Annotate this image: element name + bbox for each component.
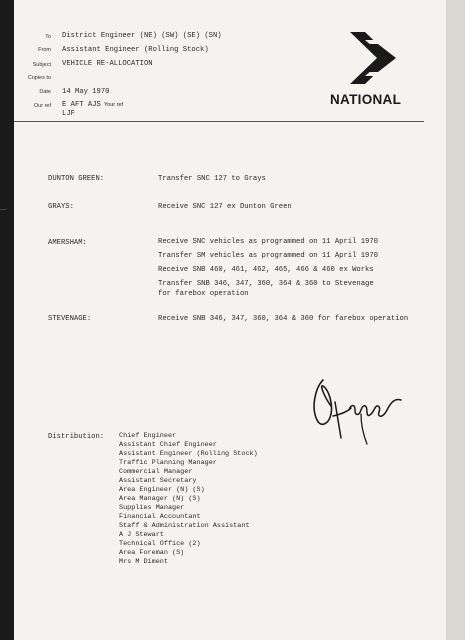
section-line: Receive SNB 460, 461, 462, 465, 466 & 460 ex Works <box>158 266 374 274</box>
distribution-item: Supplies Manager <box>119 504 185 512</box>
section-line: for farebox operation <box>158 290 249 298</box>
section-line: Transfer SNC 127 to Grays <box>158 175 266 183</box>
your-ref-label: Your ref <box>104 102 124 108</box>
distribution-item: Mrs M Diment <box>119 558 168 566</box>
header-divider <box>14 121 424 122</box>
date-value: 14 May 1970 <box>62 88 110 96</box>
distribution-item: A J Stewart <box>119 531 164 539</box>
distribution-label: Distribution: <box>48 433 105 441</box>
subject-label: Subject <box>32 62 51 68</box>
distribution-item: Financial Accountant <box>119 513 201 521</box>
section-line: Receive SNC 127 ex Dunton Green <box>158 203 292 211</box>
section-label-stevenage: STEVENAGE: <box>48 315 92 323</box>
page-edge <box>446 0 465 640</box>
distribution-item: Assistant Secretary <box>119 477 197 485</box>
distribution-item: Area Manager (N) (S) <box>119 495 201 503</box>
subject-value: VEHICLE RE-ALLOCATION <box>62 60 153 68</box>
distribution-item: Technical Office (2) <box>119 540 201 548</box>
margin-mark <box>0 209 6 210</box>
our-ref-initials: LJF <box>62 110 75 118</box>
our-ref-value: E AFT AJS <box>62 101 101 109</box>
distribution-item: Commercial Manager <box>119 468 193 476</box>
from-value: Assistant Engineer (Rolling Stock) <box>62 46 209 54</box>
section-line: Receive SNB 346, 347, 360, 364 & 360 for farebox operation <box>158 315 409 323</box>
handwritten-signature <box>305 368 405 448</box>
section-label-amersham: AMERSHAM: <box>48 239 87 247</box>
to-value: District Engineer (NE) (SW) (SE) (SN) <box>62 32 222 40</box>
national-double-arrow-icon <box>348 30 406 86</box>
distribution-item: Area Engineer (N) (S) <box>119 486 205 494</box>
distribution-item: Chief Engineer <box>119 432 177 440</box>
section-line: Transfer SNB 346, 347, 360, 364 & 360 to Stevenage <box>158 280 374 288</box>
to-label: To <box>45 34 51 40</box>
section-line: Receive SNC vehicles as programmed on 11 April 1970 <box>158 238 378 246</box>
date-label: Date <box>39 89 51 95</box>
distribution-item: Assistant Engineer (Rolling Stock) <box>119 450 258 458</box>
from-label: From <box>38 47 51 53</box>
section-label-grays: GRAYS: <box>48 203 74 211</box>
national-logo-text: NATIONAL <box>330 92 402 107</box>
copies-to-label: Copies to <box>27 75 51 81</box>
distribution-item: Area Foreman (S) <box>119 549 185 557</box>
distribution-item: Traffic Planning Manager <box>119 459 217 467</box>
distribution-item: Staff & Administration Assistant <box>119 522 250 530</box>
section-label-dunton-green: DUNTON GREEN: <box>48 175 105 183</box>
our-ref-label: Our ref <box>33 103 51 109</box>
section-line: Transfer SM vehicles as programmed on 11 April 1970 <box>158 252 378 260</box>
distribution-item: Assistant Chief Engineer <box>119 441 217 449</box>
